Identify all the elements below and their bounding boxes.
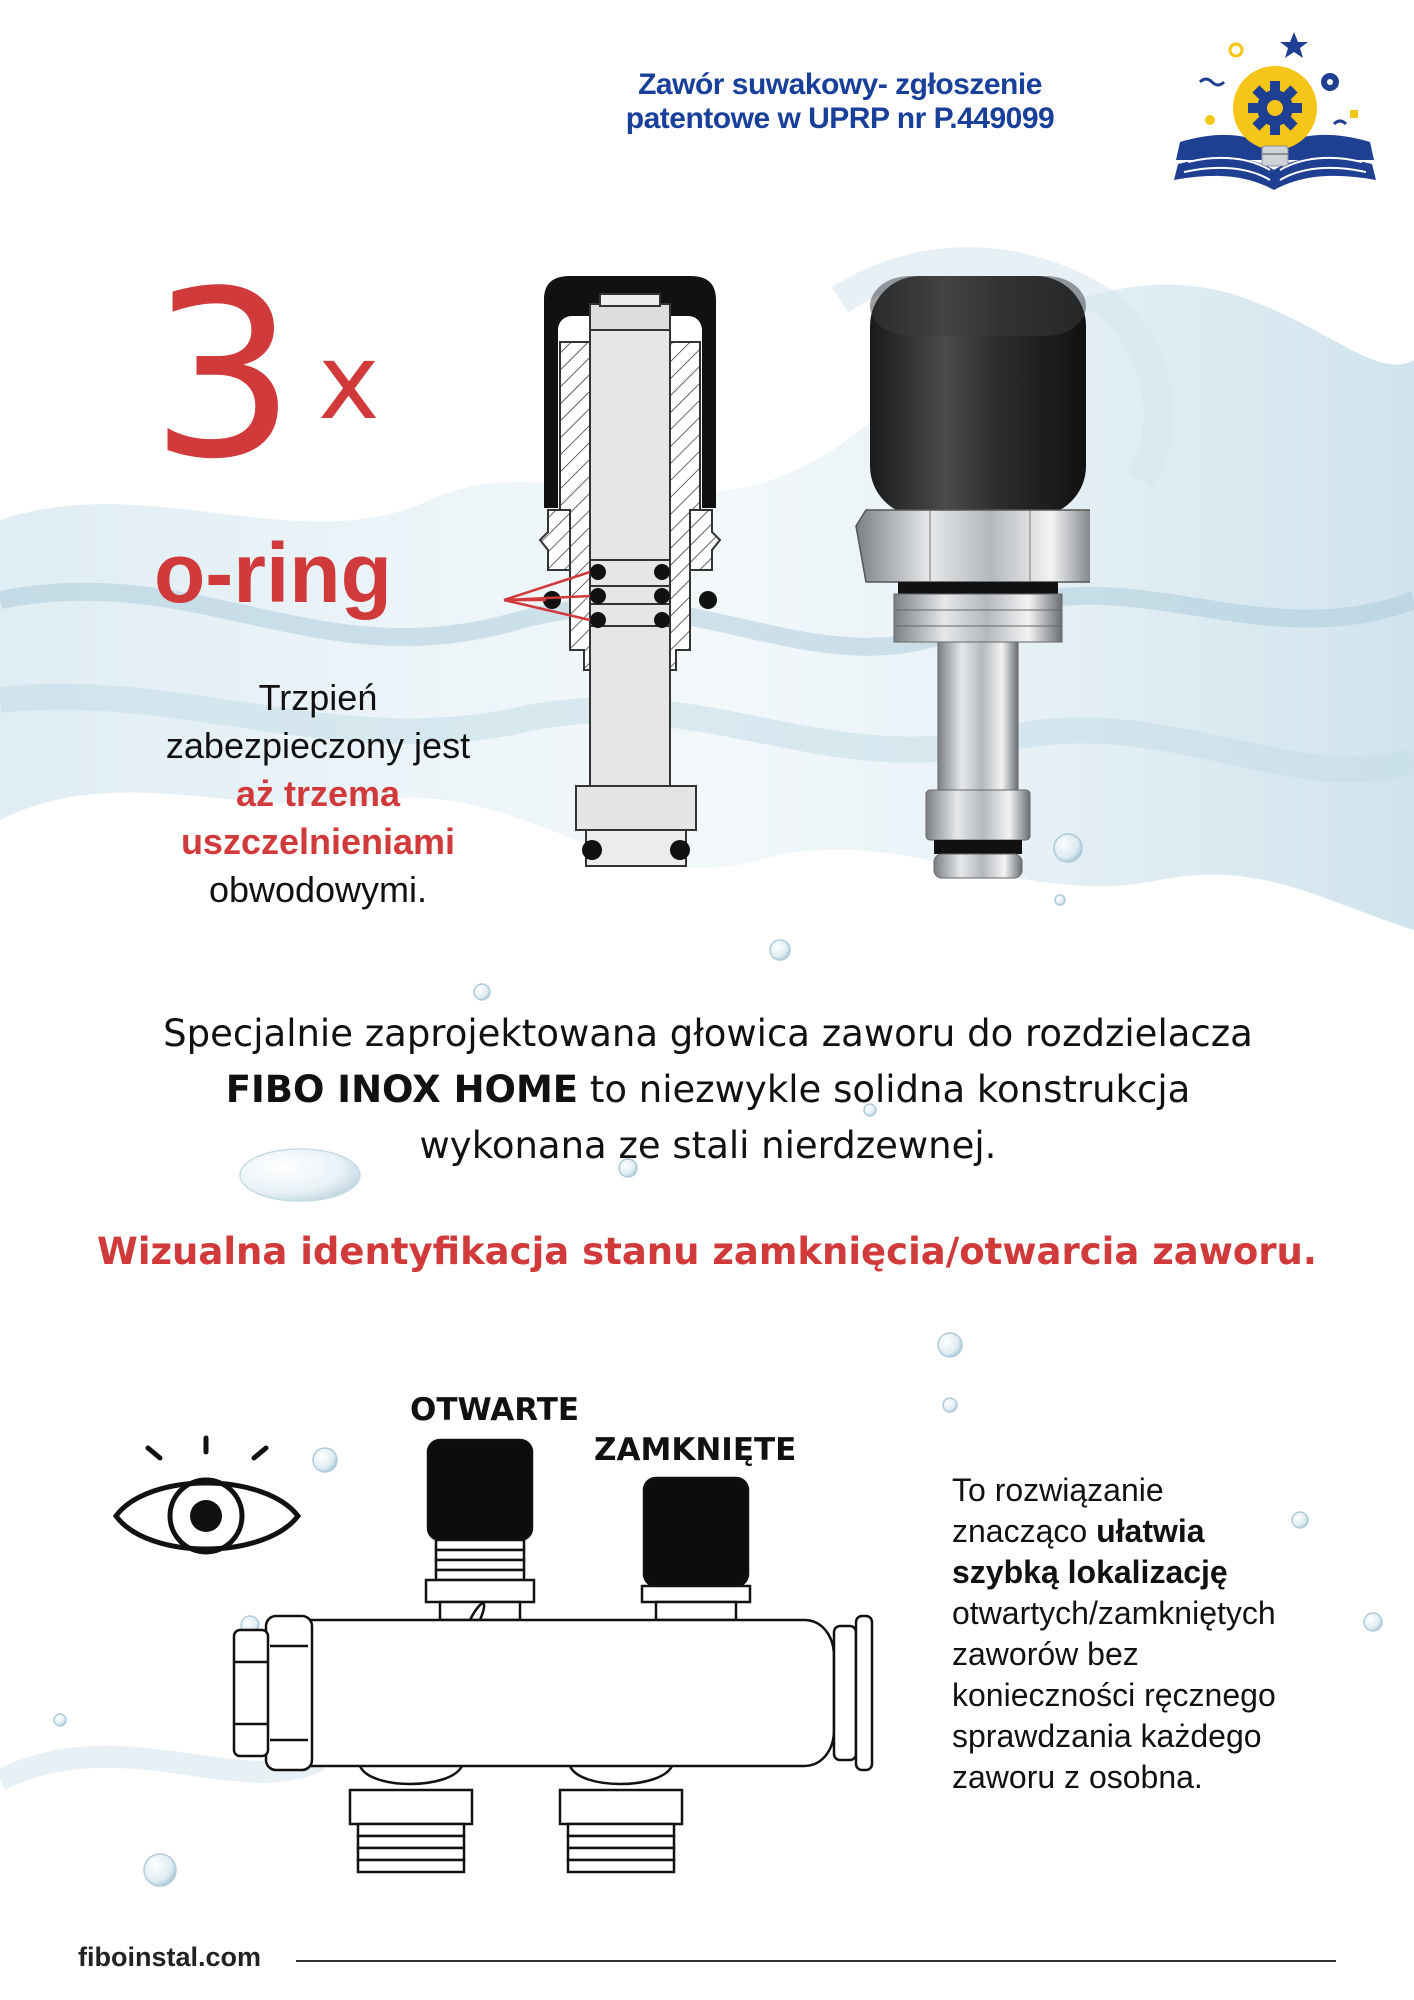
description-line-2	[120, 1062, 1296, 1118]
valve-photo	[856, 276, 1090, 878]
stem-description	[118, 674, 518, 914]
solution-description	[952, 1470, 1372, 1798]
description-line-1: Specjalnie zaprojektowana głowica zaworu do rozdzielacza	[163, 1012, 1253, 1055]
stem-text-red-2: uszczelnieniami	[180, 821, 456, 862]
solution-bold-1: ułatwia	[1096, 1513, 1205, 1549]
solution-line-1: To rozwiązanie	[952, 1472, 1164, 1508]
patent-heading	[560, 68, 1120, 136]
patent-line-1: Zawór suwakowy- zgłoszenie	[638, 68, 1042, 101]
brand-name: FIBO INOX HOME	[225, 1068, 579, 1111]
solution-line-5: zaworów bez	[952, 1636, 1139, 1672]
multiplier-x: x	[318, 321, 380, 443]
description-line-2-rest: to niezwykle solidna konstrukcja	[578, 1068, 1191, 1111]
o-ring-count: 3	[150, 243, 297, 510]
footer-website-link[interactable]: fiboinstal.com	[78, 1942, 262, 1972]
solution-bold-2: szybką lokalizację	[952, 1554, 1228, 1590]
solution-line-2	[952, 1511, 1372, 1552]
visual-identification-heading: Wizualna identyfikacja stanu zamknięcia/otwarcia zaworu.	[97, 1230, 1317, 1273]
valve-cross-section-and-photo	[490, 270, 1090, 910]
solution-line-7: sprawdzania każdego	[952, 1718, 1262, 1754]
solution-line-8: zaworu z osobna.	[952, 1759, 1203, 1795]
stem-text-line-1: Trzpień	[258, 677, 378, 718]
o-ring-label: o-ring	[154, 526, 392, 620]
cross-section-drawing	[504, 276, 720, 866]
stem-text-red-1: aż trzema	[235, 773, 401, 814]
open-state-label: OTWARTE	[410, 1392, 580, 1428]
stem-text-line-5: obwodowymi.	[208, 869, 428, 910]
patent-line-2: patentowe w UPRP nr P.449099	[625, 102, 1055, 135]
solution-line-4: otwartych/zamkniętych	[952, 1595, 1276, 1631]
solution-line-6: konieczności ręcznego	[952, 1677, 1276, 1713]
product-description	[120, 1006, 1296, 1174]
footer-divider	[296, 1960, 1336, 1962]
stem-text-line-2: zabezpieczony jest	[165, 725, 471, 766]
solution-line-2-start: znacząco	[952, 1513, 1097, 1549]
description-line-3: wykonana ze stali nierdzewnej.	[419, 1124, 997, 1167]
closed-state-label: ZAMKNIĘTE	[594, 1432, 797, 1468]
manifold-drawing	[230, 1430, 890, 1910]
lightbulb-gear-book-icon	[1170, 30, 1380, 220]
